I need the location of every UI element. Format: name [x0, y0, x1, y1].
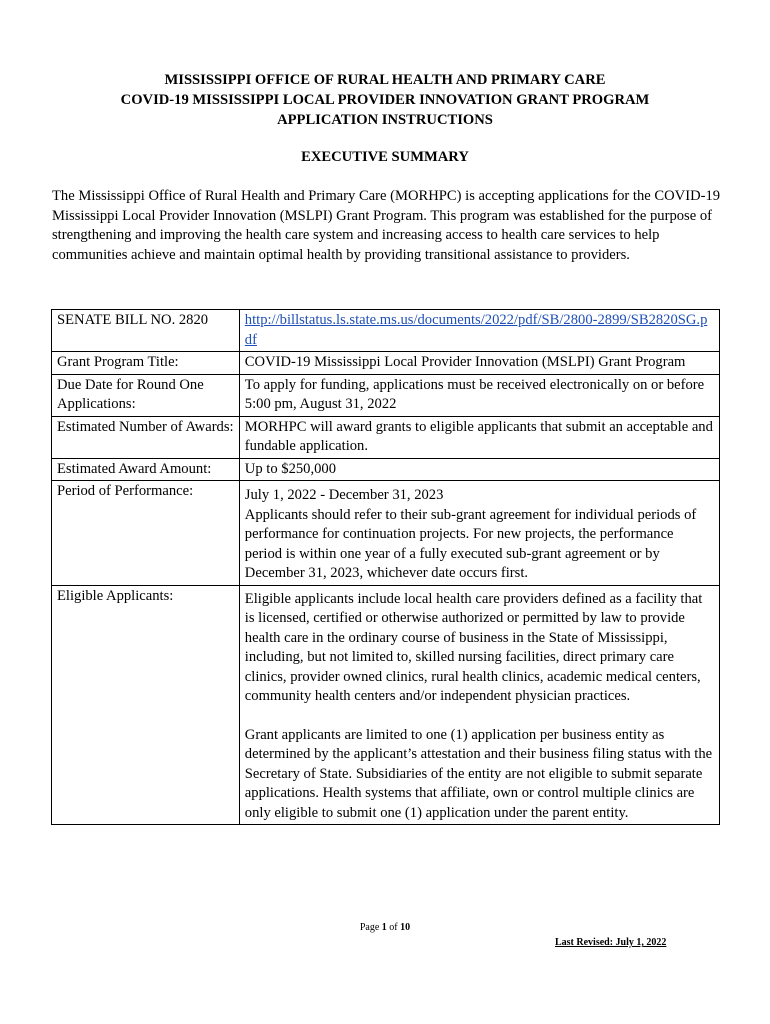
eligible-paragraph-2: Grant applicants are limited to one (1) application per business entity as determined by the applicant’s attestation and their business filing status with the Secretary of State. Subsidiaries of the entity are not eligible to submit separate applications. Health systems that affiliate, own or control multiple clinics are only eligible to submit one (1) application under the parent entity.: [244, 726, 713, 821]
page-current: 1: [381, 922, 387, 933]
row-value-program-title: COVID-19 Mississippi Local Provider Innovation (MSLPI) Grant Program: [239, 352, 719, 375]
row-value-due-date: To apply for funding, applications must be received electronically on or before 5:00 pm, August 31, 2022: [239, 374, 719, 416]
row-value-eligible: [239, 585, 719, 825]
document-header: [0, 70, 770, 130]
section-title: EXECUTIVE SUMMARY: [301, 149, 469, 165]
period-description: Applicants should refer to their sub-grant agreement for individual periods of performance for continuation projects. For new projects, the performance period is within one year of a fully executed sub-grant agreement or by December 31, 2023, whichever date occurs first.: [244, 506, 697, 581]
summary-table: [51, 309, 720, 825]
table-row: [52, 374, 720, 416]
header-line-program: COVID-19 MISSISSIPPI LOCAL PROVIDER INNOVATION GRANT PROGRAM: [120, 92, 650, 108]
page-total: 10: [400, 922, 411, 933]
row-value-number-awards: MORHPC will award grants to eligible applicants that submit an acceptable and fundable application.: [239, 416, 719, 458]
senate-bill-link[interactable]: http://billstatus.ls.state.ms.us/documents/2022/pdf/SB/2800-2899/SB2820SG.pdf: [244, 312, 708, 348]
page-prefix: Page: [359, 922, 382, 933]
eligible-paragraph-1: Eligible applicants include local health care providers defined as a facility that is licensed, certified or otherwise authorized or permitted by law to provide health care in the ordinary course of business in the State of Mississippi, including, but not limited to, skilled nursing facilities, direct primary care clinics, provider owned clinics, rural health clinics, academic medical centers, community health centers and/or independent physician practices.: [244, 590, 703, 704]
row-value-award-amount: Up to $250,000: [239, 458, 719, 481]
last-revised: Last Revised: July 1, 2022: [555, 937, 667, 948]
header-line-office: MISSISSIPPI OFFICE OF RURAL HEALTH AND PRIMARY CARE: [164, 72, 606, 88]
table-row: [52, 416, 720, 458]
row-label-due-date: Due Date for Round One Applications:: [52, 374, 240, 416]
row-label-eligible: Eligible Applicants:: [52, 585, 240, 825]
table-row: [52, 352, 720, 375]
page-number: [0, 921, 770, 935]
intro-paragraph: The Mississippi Office of Rural Health and Primary Care (MORHPC) is accepting applications for the COVID-19 Mississippi Local Provider Innovation (MSLPI) Grant Program. This program was established for the purpose of strengthening and improving the health care system and increasing access to health care services to help communities achieve and maintain optimal health by providing transitional assistance to providers.: [52, 188, 721, 263]
period-dates: July 1, 2022 - December 31, 2023: [244, 487, 444, 503]
table-row: [52, 585, 720, 825]
row-label-senate-bill: SENATE BILL NO. 2820: [52, 310, 240, 352]
page-of: of: [386, 922, 401, 933]
row-value-senate-bill: [239, 310, 719, 352]
table-row: [52, 458, 720, 481]
row-label-number-awards: Estimated Number of Awards:: [52, 416, 240, 458]
header-line-instructions: APPLICATION INSTRUCTIONS: [277, 112, 493, 128]
row-label-period: Period of Performance:: [52, 481, 240, 586]
row-label-program-title: Grant Program Title:: [52, 352, 240, 375]
table-row: [52, 310, 720, 352]
row-value-period: [239, 481, 719, 586]
row-label-award-amount: Estimated Award Amount:: [52, 458, 240, 481]
table-row: [52, 481, 720, 586]
